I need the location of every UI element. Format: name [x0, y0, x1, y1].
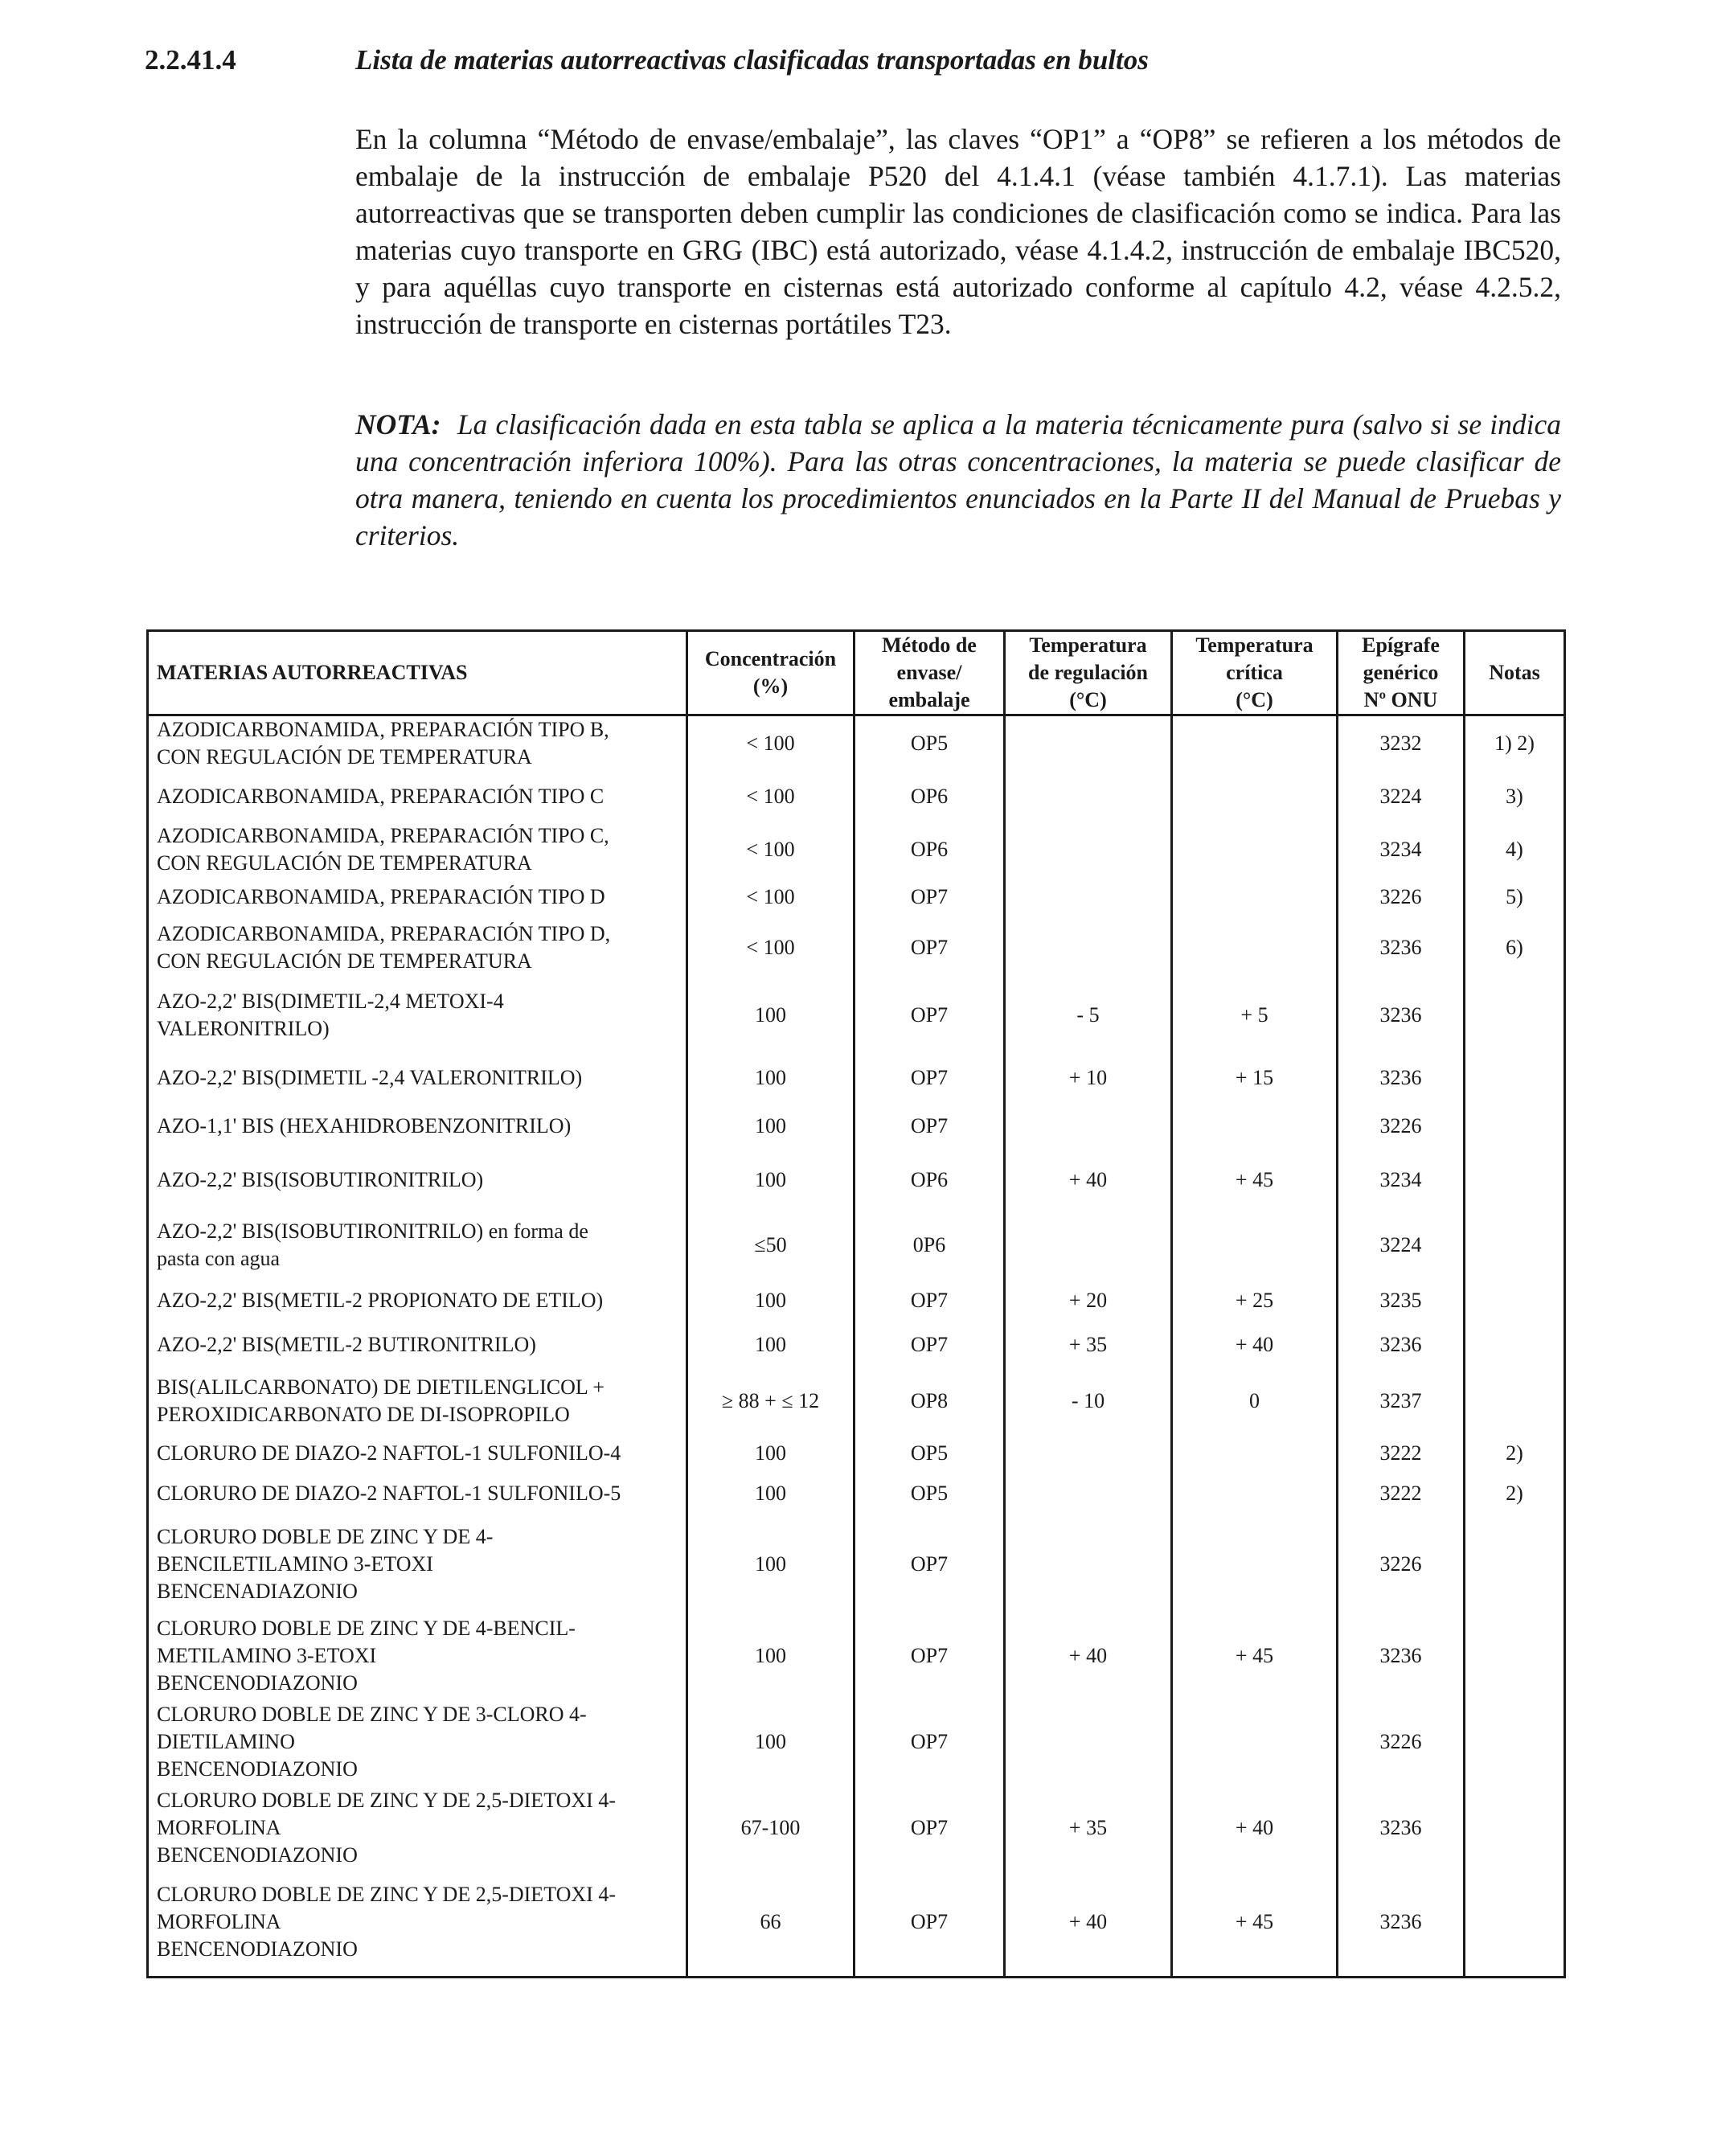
table-body	[148, 715, 1565, 1978]
header-line: crítica	[1226, 661, 1283, 684]
concentration-cell: 67-100	[687, 1787, 854, 1869]
header-line: de regulación	[1027, 661, 1149, 684]
substance-name-line: CLORURO DOBLE DE ZINC Y DE 2,5-DIETOXI 4-	[157, 1883, 616, 1907]
substance-name-line: AZODICARBONAMIDA, PREPARACIÓN TIPO C,	[157, 824, 609, 847]
control-temp-cell	[1005, 822, 1172, 877]
packing-method-cell: OP5	[854, 1474, 1005, 1514]
notes-cell: 3)	[1465, 771, 1565, 822]
substance-name-cell	[148, 1615, 687, 1697]
header-line: Temperatura	[1195, 633, 1314, 657]
packing-method-cell: OP7	[854, 1052, 1005, 1103]
header-temp-critica	[1172, 631, 1338, 715]
table-row	[148, 1474, 1565, 1514]
notes-cell	[1465, 1787, 1565, 1869]
header-line: Concentración	[704, 647, 837, 670]
concentration-cell: 100	[687, 1697, 854, 1787]
control-temp-cell: + 40	[1005, 1150, 1172, 1210]
header-line: Método de	[882, 633, 977, 657]
packing-method-cell: OP7	[854, 1103, 1005, 1150]
substance-name-cell	[148, 1210, 687, 1281]
notes-cell	[1465, 1369, 1565, 1433]
header-line: genérico	[1363, 661, 1439, 684]
control-temp-cell: + 10	[1005, 1052, 1172, 1103]
control-temp-cell	[1005, 1514, 1172, 1615]
notes-cell	[1465, 1052, 1565, 1103]
table-row	[148, 1321, 1565, 1369]
notes-cell: 6)	[1465, 917, 1565, 978]
header-line: Temperatura	[1029, 633, 1147, 657]
control-temp-cell	[1005, 715, 1172, 772]
concentration-cell: 100	[687, 1514, 854, 1615]
un-number-cell: 3226	[1338, 1697, 1465, 1787]
substance-name-line: CLORURO DOBLE DE ZINC Y DE 4-	[157, 1525, 494, 1548]
un-number-cell: 3226	[1338, 877, 1465, 917]
notes-cell	[1465, 978, 1565, 1052]
concentration-cell: ≥ 88 + ≤ 12	[687, 1369, 854, 1433]
substance-name-line: AZO-2,2' BIS(DIMETIL-2,4 METOXI-4	[157, 990, 504, 1013]
critical-temp-cell	[1172, 771, 1338, 822]
substance-name-line: pasta con agua	[157, 1247, 281, 1270]
notes-cell	[1465, 1210, 1565, 1281]
substance-name-line: CLORURO DE DIAZO-2 NAFTOL-1 SULFONILO-5	[157, 1482, 621, 1505]
packing-method-cell: OP7	[854, 1869, 1005, 1977]
substance-name-line: AZO-2,2' BIS(ISOBUTIRONITRILO)	[157, 1167, 484, 1191]
substance-name-line: DIETILAMINO	[157, 1730, 295, 1753]
critical-temp-cell	[1172, 1474, 1338, 1514]
control-temp-cell: + 35	[1005, 1321, 1172, 1369]
packing-method-cell: OP7	[854, 1281, 1005, 1321]
packing-method-cell: OP7	[854, 978, 1005, 1052]
notes-cell	[1465, 1103, 1565, 1150]
packing-method-cell: OP7	[854, 917, 1005, 978]
substance-name-line: AZODICARBONAMIDA, PREPARACIÓN TIPO C	[157, 785, 605, 808]
packing-method-cell: OP7	[854, 1697, 1005, 1787]
substance-name-line: CON REGULACIÓN DE TEMPERATURA	[157, 949, 532, 973]
substance-name-cell	[148, 1787, 687, 1869]
table-row	[148, 1052, 1565, 1103]
substance-name-line: AZO-1,1' BIS (HEXAHIDROBENZONITRILO)	[157, 1114, 572, 1137]
un-number-cell: 3232	[1338, 715, 1465, 772]
concentration-cell: 100	[687, 1281, 854, 1321]
substance-name-line: METILAMINO 3-ETOXI	[157, 1644, 377, 1667]
substance-name-line: MORFOLINA	[157, 1910, 281, 1934]
control-temp-cell: + 35	[1005, 1787, 1172, 1869]
substance-name-line: MORFOLINA	[157, 1816, 281, 1839]
un-number-cell: 3234	[1338, 1150, 1465, 1210]
intro-paragraph: En la columna “Método de envase/embalaje”, las claves “OP1” a “OP8” se refieren a los métodos de embalaje de la instrucción de embalaje P520 del 4.1.4.1 (véase también 4.1.7.1). Las materias autorreactivas que se transporten deben cumplir las condiciones de clasificación como se indica. Para las materias cuyo transporte en GRG (IBC) está autorizado, véase 4.1.4.2, instrucción de embalaje IBC520, y para aquéllas cuyo transporte en cisternas está autorizado conforme al capítulo 4.2, véase 4.2.5.2, instrucción de transporte en cisternas portátiles T23.	[355, 123, 1561, 340]
un-number-cell: 3236	[1338, 1787, 1465, 1869]
note-text: La clasificación dada en esta tabla se aplica a la materia técnicamente pura (salvo si se indica una concentración inferiora 100%). Para las otras concentraciones, la materia se puede clasificar de otra manera, teniendo en cuenta los procedimientos enunciados en la Parte II del Manual de Pruebas y criterios.	[355, 408, 1561, 551]
packing-method-cell: OP7	[854, 1615, 1005, 1697]
packing-method-cell: OP6	[854, 822, 1005, 877]
critical-temp-cell: + 25	[1172, 1281, 1338, 1321]
notes-cell	[1465, 1869, 1565, 1977]
table-row	[148, 917, 1565, 978]
notes-cell	[1465, 1615, 1565, 1697]
substance-name-line: CON REGULACIÓN DE TEMPERATURA	[157, 851, 532, 875]
critical-temp-cell	[1172, 1433, 1338, 1474]
un-number-cell: 3222	[1338, 1433, 1465, 1474]
control-temp-cell: + 40	[1005, 1869, 1172, 1977]
substance-name-cell	[148, 822, 687, 877]
substance-name-cell	[148, 1103, 687, 1150]
control-temp-cell	[1005, 771, 1172, 822]
critical-temp-cell	[1172, 1697, 1338, 1787]
control-temp-cell	[1005, 1433, 1172, 1474]
substance-name-line: CLORURO DOBLE DE ZINC Y DE 2,5-DIETOXI 4-	[157, 1789, 616, 1812]
self-reactive-substances-table	[146, 629, 1566, 1978]
header-materias	[148, 631, 687, 715]
concentration-cell: 66	[687, 1869, 854, 1977]
control-temp-cell	[1005, 877, 1172, 917]
substance-name-cell	[148, 1474, 687, 1514]
substance-name-line: BENCENODIAZONIO	[157, 1671, 358, 1695]
critical-temp-cell: + 45	[1172, 1150, 1338, 1210]
header-line: Epígrafe	[1362, 633, 1440, 657]
table-row	[148, 1150, 1565, 1210]
un-number-cell: 3237	[1338, 1369, 1465, 1433]
critical-temp-cell	[1172, 917, 1338, 978]
table-row	[148, 1210, 1565, 1281]
critical-temp-cell: + 15	[1172, 1052, 1338, 1103]
critical-temp-cell: + 40	[1172, 1321, 1338, 1369]
header-line: (°C)	[1236, 688, 1273, 711]
un-number-cell: 3234	[1338, 822, 1465, 877]
un-number-cell: 3236	[1338, 917, 1465, 978]
table-row	[148, 715, 1565, 772]
packing-method-cell: OP7	[854, 1321, 1005, 1369]
concentration-cell: 100	[687, 1615, 854, 1697]
header-line: Notas	[1489, 661, 1540, 684]
control-temp-cell: - 5	[1005, 978, 1172, 1052]
substance-name-line: BENCENODIAZONIO	[157, 1937, 358, 1961]
control-temp-cell: - 10	[1005, 1369, 1172, 1433]
concentration-cell: 100	[687, 1103, 854, 1150]
table-row	[148, 1697, 1565, 1787]
packing-method-cell: 0P6	[854, 1210, 1005, 1281]
packing-method-cell: OP6	[854, 1150, 1005, 1210]
table-row	[148, 1869, 1565, 1977]
un-number-cell: 3226	[1338, 1103, 1465, 1150]
notes-cell	[1465, 1697, 1565, 1787]
concentration-cell: 100	[687, 1321, 854, 1369]
substance-name-cell	[148, 1281, 687, 1321]
packing-method-cell: OP6	[854, 771, 1005, 822]
header-line: envase/	[896, 661, 962, 684]
notes-cell: 2)	[1465, 1433, 1565, 1474]
substance-name-cell	[148, 1514, 687, 1615]
notes-cell	[1465, 1150, 1565, 1210]
concentration-cell: 100	[687, 1433, 854, 1474]
header-metodo	[854, 631, 1005, 715]
note-label: NOTA:	[355, 408, 441, 441]
un-number-cell: 3236	[1338, 1869, 1465, 1977]
un-number-cell: 3224	[1338, 1210, 1465, 1281]
table-row	[148, 1514, 1565, 1615]
concentration-cell: 100	[687, 1150, 854, 1210]
critical-temp-cell	[1172, 877, 1338, 917]
table-row	[148, 877, 1565, 917]
table-row	[148, 1433, 1565, 1474]
substance-name-line: AZO-2,2' BIS(METIL-2 BUTIRONITRILO)	[157, 1333, 536, 1356]
header-line: (%)	[752, 674, 789, 698]
notes-cell	[1465, 1281, 1565, 1321]
table-row	[148, 1787, 1565, 1869]
header-concentracion	[687, 631, 854, 715]
header-line: Nº ONU	[1363, 688, 1438, 711]
critical-temp-cell: + 5	[1172, 978, 1338, 1052]
notes-cell	[1465, 1514, 1565, 1615]
table-row	[148, 822, 1565, 877]
substance-name-line: AZO-2,2' BIS(DIMETIL -2,4 VALERONITRILO)	[157, 1065, 583, 1089]
critical-temp-cell: + 45	[1172, 1615, 1338, 1697]
substance-name-cell	[148, 1369, 687, 1433]
substance-name-line: BENCENODIAZONIO	[157, 1757, 358, 1781]
un-number-cell: 3226	[1338, 1514, 1465, 1615]
un-number-cell: 3236	[1338, 1615, 1465, 1697]
un-number-cell: 3235	[1338, 1281, 1465, 1321]
substance-name-line: CON REGULACIÓN DE TEMPERATURA	[157, 745, 532, 769]
un-number-cell: 3236	[1338, 1321, 1465, 1369]
header-line: (°C)	[1069, 688, 1107, 711]
critical-temp-cell	[1172, 1514, 1338, 1615]
concentration-cell: 100	[687, 978, 854, 1052]
un-number-cell: 3236	[1338, 1052, 1465, 1103]
substance-name-line: CLORURO DOBLE DE ZINC Y DE 3-CLORO 4-	[157, 1703, 587, 1726]
un-number-cell: 3224	[1338, 771, 1465, 822]
concentration-cell: < 100	[687, 877, 854, 917]
packing-method-cell: OP7	[854, 1787, 1005, 1869]
substance-name-line: AZODICARBONAMIDA, PREPARACIÓN TIPO B,	[157, 718, 609, 741]
packing-method-cell: OP7	[854, 877, 1005, 917]
substance-name-cell	[148, 1433, 687, 1474]
concentration-cell: < 100	[687, 771, 854, 822]
packing-method-cell: OP8	[854, 1369, 1005, 1433]
critical-temp-cell	[1172, 822, 1338, 877]
control-temp-cell	[1005, 1103, 1172, 1150]
critical-temp-cell: 0	[1172, 1369, 1338, 1433]
concentration-cell: < 100	[687, 715, 854, 772]
substance-name-line: AZO-2,2' BIS(METIL-2 PROPIONATO DE ETILO)	[157, 1289, 604, 1312]
critical-temp-cell	[1172, 1103, 1338, 1150]
control-temp-cell	[1005, 1474, 1172, 1514]
section-title: Lista de materias autorreactivas clasificadas transportadas en bultos	[355, 44, 1149, 76]
notes-cell: 2)	[1465, 1474, 1565, 1514]
concentration-cell: 100	[687, 1052, 854, 1103]
packing-method-cell: OP5	[854, 715, 1005, 772]
notes-cell: 4)	[1465, 822, 1565, 877]
critical-temp-cell	[1172, 1210, 1338, 1281]
concentration-cell: < 100	[687, 917, 854, 978]
concentration-cell: 100	[687, 1474, 854, 1514]
critical-temp-cell: + 45	[1172, 1869, 1338, 1977]
note-paragraph	[355, 406, 1561, 554]
substance-name-cell	[148, 1052, 687, 1103]
substance-name-line: BIS(ALILCARBONATO) DE DIETILENGLICOL +	[157, 1375, 605, 1399]
table-row	[148, 1369, 1565, 1433]
table-header-row	[148, 631, 1565, 715]
table-row	[148, 1281, 1565, 1321]
substance-name-line: AZODICARBONAMIDA, PREPARACIÓN TIPO D,	[157, 922, 611, 945]
notes-cell	[1465, 1321, 1565, 1369]
packing-method-cell: OP7	[854, 1514, 1005, 1615]
substance-name-cell	[148, 917, 687, 978]
header-notas	[1465, 631, 1565, 715]
header-line: MATERIAS AUTORREACTIVAS	[157, 661, 468, 684]
control-temp-cell: + 20	[1005, 1281, 1172, 1321]
substance-name-cell	[148, 1150, 687, 1210]
substance-name-line: AZODICARBONAMIDA, PREPARACIÓN TIPO D	[157, 885, 605, 908]
substance-name-line: BENCENADIAZONIO	[157, 1580, 358, 1603]
substance-name-cell	[148, 877, 687, 917]
control-temp-cell: + 40	[1005, 1615, 1172, 1697]
substance-name-cell	[148, 1321, 687, 1369]
substance-name-cell	[148, 771, 687, 822]
substance-name-cell	[148, 978, 687, 1052]
section-number: 2.2.41.4	[145, 44, 236, 76]
substance-name-line: BENCENODIAZONIO	[157, 1843, 358, 1867]
substance-name-line: AZO-2,2' BIS(ISOBUTIRONITRILO) en forma de	[157, 1219, 588, 1243]
control-temp-cell	[1005, 1697, 1172, 1787]
control-temp-cell	[1005, 1210, 1172, 1281]
table-row	[148, 1103, 1565, 1150]
table-row	[148, 978, 1565, 1052]
substance-name-line: CLORURO DE DIAZO-2 NAFTOL-1 SULFONILO-4	[157, 1441, 621, 1465]
control-temp-cell	[1005, 917, 1172, 978]
packing-method-cell: OP5	[854, 1433, 1005, 1474]
substance-name-line: BENCILETILAMINO 3-ETOXI	[157, 1552, 433, 1576]
header-epigrafe	[1338, 631, 1465, 715]
substance-name-line: PEROXIDICARBONATO DE DI-ISOPROPILO	[157, 1403, 570, 1426]
un-number-cell: 3222	[1338, 1474, 1465, 1514]
concentration-cell: < 100	[687, 822, 854, 877]
notes-cell: 5)	[1465, 877, 1565, 917]
critical-temp-cell	[1172, 715, 1338, 772]
table-row	[148, 1615, 1565, 1697]
un-number-cell: 3236	[1338, 978, 1465, 1052]
substance-name-line: CLORURO DOBLE DE ZINC Y DE 4-BENCIL-	[157, 1617, 576, 1640]
table-row	[148, 771, 1565, 822]
substance-name-cell	[148, 1869, 687, 1977]
notes-cell: 1) 2)	[1465, 715, 1565, 772]
header-temp-regulacion	[1005, 631, 1172, 715]
substance-name-cell	[148, 1697, 687, 1787]
substance-name-cell	[148, 715, 687, 772]
substance-name-line: VALERONITRILO)	[157, 1017, 330, 1040]
header-line: embalaje	[888, 688, 970, 711]
critical-temp-cell: + 40	[1172, 1787, 1338, 1869]
concentration-cell: ≤50	[687, 1210, 854, 1281]
